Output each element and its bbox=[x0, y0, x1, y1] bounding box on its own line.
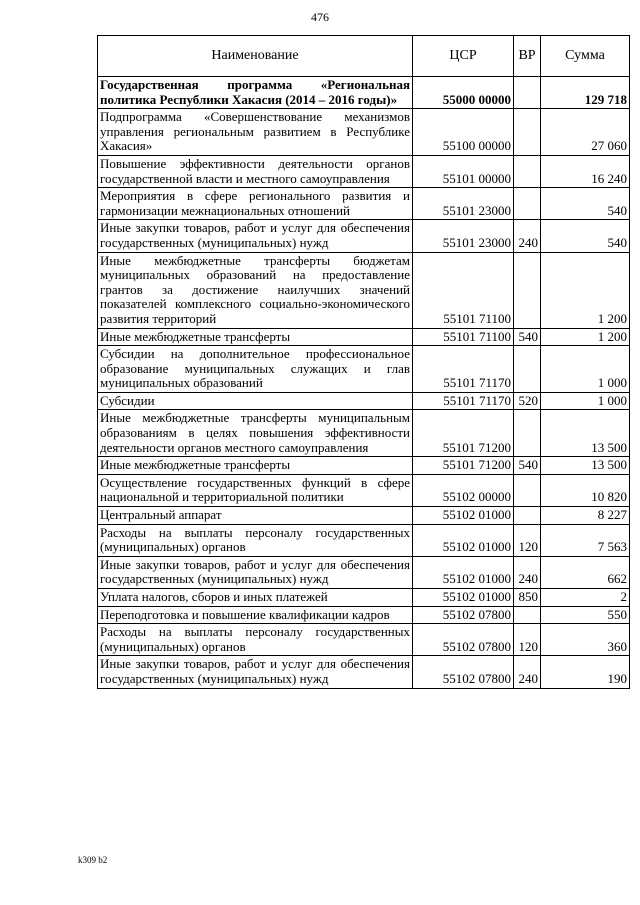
table-row bbox=[98, 474, 630, 506]
column-header-csr: ЦСР bbox=[413, 36, 514, 77]
row-sum: 13 500 bbox=[541, 410, 630, 457]
footer-code: k309 b2 bbox=[78, 855, 108, 865]
budget-table bbox=[97, 35, 630, 689]
row-csr: 55100 00000 bbox=[413, 109, 514, 156]
row-vr bbox=[514, 410, 541, 457]
row-vr: 540 bbox=[514, 457, 541, 475]
table-row bbox=[98, 188, 630, 220]
row-vr: 240 bbox=[514, 220, 541, 252]
table-row bbox=[98, 457, 630, 475]
row-csr: 55102 01000 bbox=[413, 524, 514, 556]
row-sum: 1 000 bbox=[541, 392, 630, 410]
table-row bbox=[98, 109, 630, 156]
row-vr: 520 bbox=[514, 392, 541, 410]
page-number: 476 bbox=[311, 10, 329, 24]
row-csr: 55101 23000 bbox=[413, 188, 514, 220]
table-header-row bbox=[98, 36, 630, 77]
row-vr bbox=[514, 606, 541, 624]
row-vr bbox=[514, 346, 541, 393]
table-row bbox=[98, 328, 630, 346]
row-sum: 129 718 bbox=[541, 77, 630, 109]
row-csr: 55102 07800 bbox=[413, 656, 514, 688]
row-csr: 55102 07800 bbox=[413, 624, 514, 656]
table-row bbox=[98, 220, 630, 252]
row-sum: 662 bbox=[541, 556, 630, 588]
row-vr: 240 bbox=[514, 556, 541, 588]
row-vr bbox=[514, 507, 541, 525]
column-header-vr: ВР bbox=[514, 36, 541, 77]
row-vr bbox=[514, 252, 541, 328]
table-row bbox=[98, 656, 630, 688]
row-csr: 55101 71170 bbox=[413, 392, 514, 410]
row-name: Центральный аппарат bbox=[98, 507, 413, 525]
table-row bbox=[98, 589, 630, 607]
table-row bbox=[98, 556, 630, 588]
row-name: Иные межбюджетные трансферты bbox=[98, 328, 413, 346]
table-row bbox=[98, 252, 630, 328]
table-row bbox=[98, 507, 630, 525]
table-row bbox=[98, 392, 630, 410]
row-name: Расходы на выплаты персоналу государственных (муниципальных) органов bbox=[98, 524, 413, 556]
column-header-name: Наименование bbox=[98, 36, 413, 77]
row-name: Иные межбюджетные трансферты муниципальным образованиям в целях повышения эффективности деятельности органов местного самоуправления bbox=[98, 410, 413, 457]
row-sum: 540 bbox=[541, 220, 630, 252]
row-sum: 1 000 bbox=[541, 346, 630, 393]
row-vr: 120 bbox=[514, 524, 541, 556]
row-name: Иные закупки товаров, работ и услуг для обеспечения государственных (муниципальных) нужд bbox=[98, 656, 413, 688]
row-name: Подпрограмма «Совершенствование механизмов управления региональным развитием в Республике Хакасия» bbox=[98, 109, 413, 156]
row-sum: 7 563 bbox=[541, 524, 630, 556]
row-sum: 13 500 bbox=[541, 457, 630, 475]
row-csr: 55101 71100 bbox=[413, 252, 514, 328]
row-vr bbox=[514, 155, 541, 187]
row-csr: 55101 23000 bbox=[413, 220, 514, 252]
row-csr: 55102 00000 bbox=[413, 474, 514, 506]
row-name: Субсидии bbox=[98, 392, 413, 410]
row-sum: 550 bbox=[541, 606, 630, 624]
row-vr: 240 bbox=[514, 656, 541, 688]
row-sum: 16 240 bbox=[541, 155, 630, 187]
row-csr: 55101 00000 bbox=[413, 155, 514, 187]
row-csr: 55101 71100 bbox=[413, 328, 514, 346]
row-name: Иные межбюджетные трансферты бюджетам муниципальных образований на предоставление грантов за достижение наилучших значений показателей комплексного социально-экономического развития территорий bbox=[98, 252, 413, 328]
row-csr: 55101 71200 bbox=[413, 457, 514, 475]
row-name: Иные межбюджетные трансферты bbox=[98, 457, 413, 475]
row-vr bbox=[514, 77, 541, 109]
row-vr bbox=[514, 474, 541, 506]
row-name: Повышение эффективности деятельности органов государственной власти и местного самоуправления bbox=[98, 155, 413, 187]
row-name: Переподготовка и повышение квалификации кадров bbox=[98, 606, 413, 624]
row-sum: 27 060 bbox=[541, 109, 630, 156]
row-csr: 55102 01000 bbox=[413, 589, 514, 607]
table-row-program bbox=[98, 77, 630, 109]
row-sum: 1 200 bbox=[541, 328, 630, 346]
table-body bbox=[98, 77, 630, 689]
row-vr bbox=[514, 109, 541, 156]
row-name: Иные закупки товаров, работ и услуг для обеспечения государственных (муниципальных) нужд bbox=[98, 556, 413, 588]
column-header-sum: Сумма bbox=[541, 36, 630, 77]
row-name: Осуществление государственных функций в сфере национальной и территориальной политики bbox=[98, 474, 413, 506]
row-csr: 55000 00000 bbox=[413, 77, 514, 109]
table-row bbox=[98, 524, 630, 556]
row-csr: 55101 71200 bbox=[413, 410, 514, 457]
row-sum: 1 200 bbox=[541, 252, 630, 328]
row-name: Государственная программа «Региональная политика Республики Хакасия (2014 – 2016 годы)» bbox=[98, 77, 413, 109]
row-sum: 2 bbox=[541, 589, 630, 607]
row-sum: 10 820 bbox=[541, 474, 630, 506]
row-csr: 55102 01000 bbox=[413, 556, 514, 588]
table-row bbox=[98, 346, 630, 393]
row-vr: 120 bbox=[514, 624, 541, 656]
row-name: Субсидии на дополнительное профессиональное образование муниципальных служащих и глав муниципальных образований bbox=[98, 346, 413, 393]
table-row bbox=[98, 606, 630, 624]
row-name: Расходы на выплаты персоналу государственных (муниципальных) органов bbox=[98, 624, 413, 656]
row-vr: 850 bbox=[514, 589, 541, 607]
row-vr: 540 bbox=[514, 328, 541, 346]
row-sum: 540 bbox=[541, 188, 630, 220]
row-sum: 190 bbox=[541, 656, 630, 688]
row-name: Иные закупки товаров, работ и услуг для обеспечения государственных (муниципальных) нужд bbox=[98, 220, 413, 252]
row-vr bbox=[514, 188, 541, 220]
table-row bbox=[98, 624, 630, 656]
table-row bbox=[98, 410, 630, 457]
row-sum: 360 bbox=[541, 624, 630, 656]
row-csr: 55102 07800 bbox=[413, 606, 514, 624]
row-name: Уплата налогов, сборов и иных платежей bbox=[98, 589, 413, 607]
table-row bbox=[98, 155, 630, 187]
row-csr: 55101 71170 bbox=[413, 346, 514, 393]
row-name: Мероприятия в сфере регионального развития и гармонизации межнациональных отношений bbox=[98, 188, 413, 220]
row-csr: 55102 01000 bbox=[413, 507, 514, 525]
row-sum: 8 227 bbox=[541, 507, 630, 525]
